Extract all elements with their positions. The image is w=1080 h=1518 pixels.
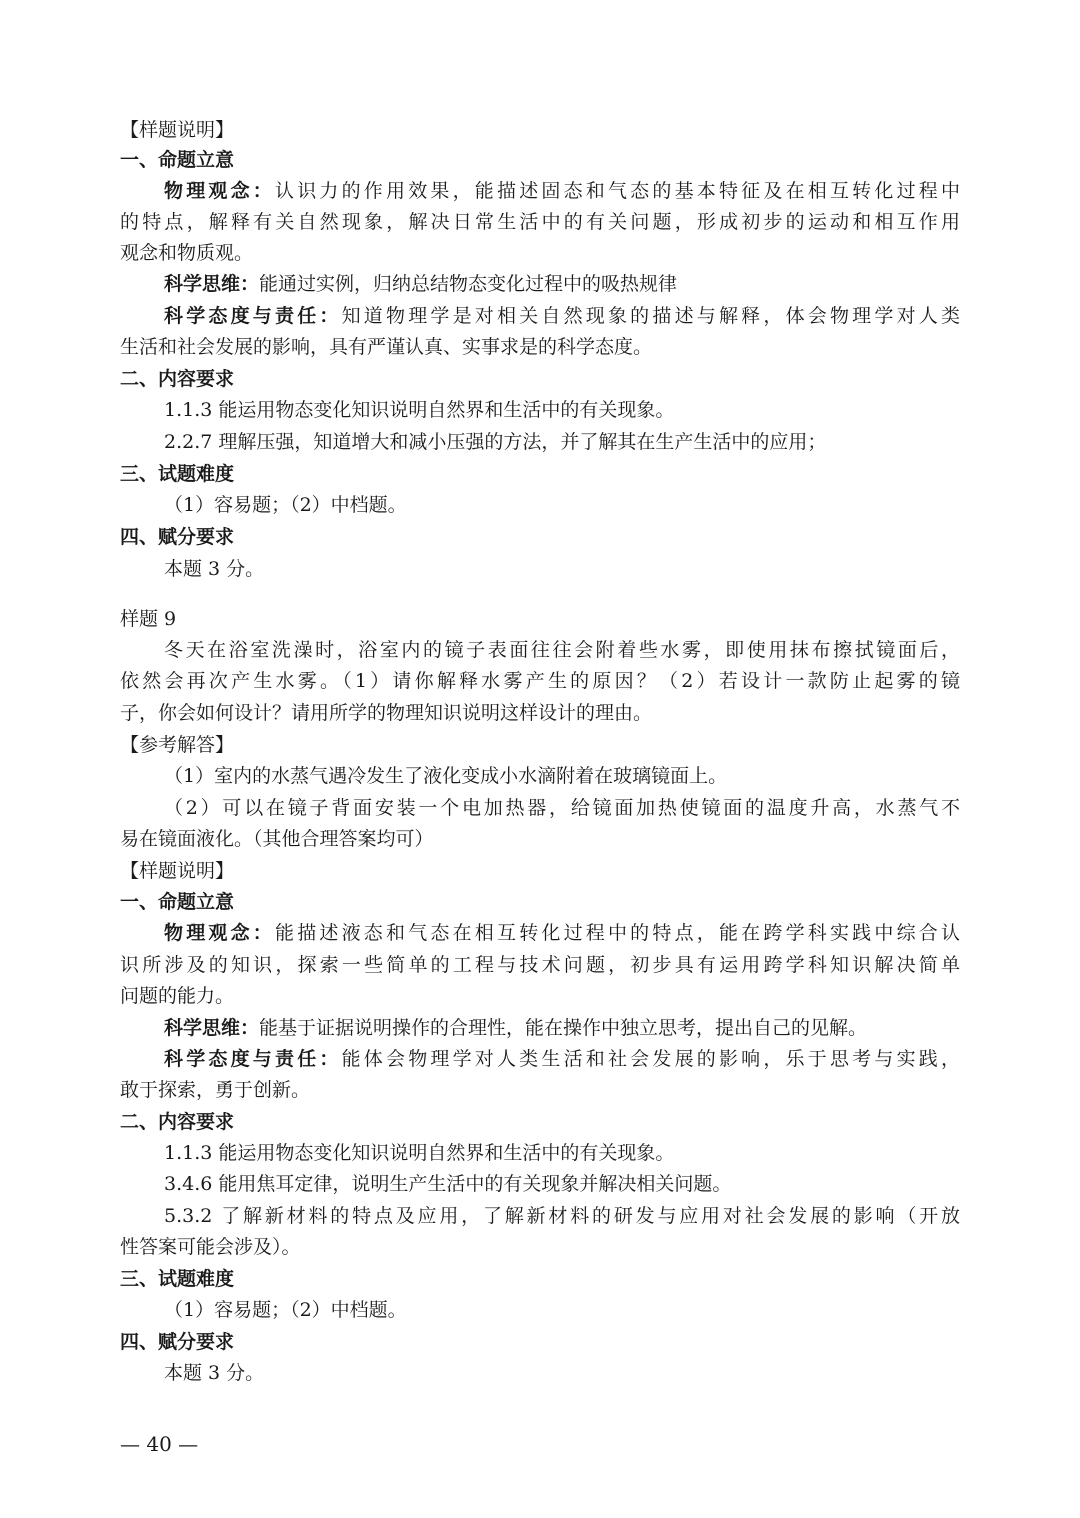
heading-intent: 一、命题立意 <box>120 891 235 913</box>
paragraph-line: 问题的能力。 <box>120 985 235 1007</box>
requirement-item: 1.1.3 能运用物态变化知识说明自然界和生活中的有关现象。 <box>164 399 675 421</box>
physics-concept-paragraph <box>164 921 960 945</box>
answer-item: （1）室内的水蒸气遇冷发生了液化变成小水滴附着在玻璃镜面上。 <box>164 765 728 787</box>
answer-item: （2）可以在镜子背面安装一个电加热器，给镜面加热使镜面的温度升高，水蒸气不 <box>164 797 960 819</box>
paragraph-line: 生活和社会发展的影响，具有严谨认真、实事求是的科学态度。 <box>120 336 653 358</box>
paragraph-text: 能基于证据说明操作的合理性，能在操作中独立思考，提出自己的见解。 <box>259 1017 868 1039</box>
paragraph-text: 能描述液态和气态在相互转化过程中的特点，能在跨学科实践中综合认 <box>275 922 960 944</box>
question-text-line: 依然会再次产生水雾。（1）请你解释水雾产生的原因？（2）若设计一款防止起雾的镜 <box>120 670 960 692</box>
requirement-item: 5.3.2 了解新材料的特点及应用，了解新材料的研发与应用对社会发展的影响（开放 <box>164 1205 960 1227</box>
scientific-thinking-label: 科学思维： <box>164 273 260 295</box>
requirement-item: 2.2.7 理解压强，知道增大和减小压强的方法，并了解其在生产生活中的应用； <box>164 431 827 453</box>
section-title: 【样题说明】 <box>120 860 235 882</box>
paragraph-text: 知道物理学是对相关自然现象的描述与解释，体会物理学对人类 <box>341 305 960 327</box>
attitude-paragraph <box>164 1047 960 1071</box>
paragraph-text: 能体会物理学对人类生活和社会发展的影响，乐于思考与实践， <box>341 1048 960 1070</box>
paragraph-line: 识所涉及的知识，探索一些简单的工程与技术问题，初步具有运用跨学科知识解决简单 <box>120 954 960 976</box>
difficulty-text: （1）容易题；（2）中档题。 <box>164 1299 407 1321</box>
requirement-item: 1.1.3 能运用物态变化知识说明自然界和生活中的有关现象。 <box>164 1142 675 1164</box>
heading-difficulty: 三、试题难度 <box>120 1268 235 1290</box>
heading-scoring: 四、赋分要求 <box>120 1331 235 1353</box>
heading-requirements: 二、内容要求 <box>120 1111 235 1133</box>
answer-title: 【参考解答】 <box>120 734 235 756</box>
requirement-item: 3.4.6 能用焦耳定律，说明生产生活中的有关现象并解决相关问题。 <box>164 1173 732 1195</box>
paragraph-text: 认识力的作用效果，能描述固态和气态的基本特征及在相互转化过程中 <box>275 180 960 202</box>
scientific-thinking-label: 科学思维： <box>164 1017 260 1039</box>
requirement-item-continued: 性答案可能会涉及）。 <box>120 1236 301 1258</box>
paragraph-line: 观念和物质观。 <box>120 242 254 264</box>
paragraph-line: 敢于探索，勇于创新。 <box>120 1079 311 1101</box>
physics-concept-paragraph <box>164 179 960 203</box>
score-text: 本题 3 分。 <box>164 558 265 580</box>
difficulty-text: （1）容易题；（2）中档题。 <box>164 494 407 516</box>
question-title: 样题 9 <box>120 608 177 630</box>
paragraph-line: 的特点，解释有关自然现象，解决日常生活中的有关问题，形成初步的运动和相互作用 <box>120 211 960 233</box>
heading-requirements: 二、内容要求 <box>120 368 235 390</box>
question-text-line: 子，你会如何设计？请用所学的物理知识说明这样设计的理由。 <box>120 702 653 724</box>
heading-scoring: 四、赋分要求 <box>120 526 235 548</box>
section-title: 【样题说明】 <box>120 119 235 141</box>
attitude-label: 科学态度与责任： <box>164 305 342 327</box>
heading-difficulty: 三、试题难度 <box>120 463 235 485</box>
paragraph-text: 能通过实例，归纳总结物态变化过程中的吸热规律 <box>259 273 678 295</box>
page-number: — 40 — <box>120 1432 199 1456</box>
physics-concept-label: 物理观念： <box>164 180 275 202</box>
scientific-thinking-paragraph <box>164 1016 1004 1040</box>
score-text: 本题 3 分。 <box>164 1362 265 1384</box>
answer-item-continued: 易在镜面液化。（其他合理答案均可） <box>120 828 434 850</box>
heading-intent: 一、命题立意 <box>120 149 235 171</box>
scientific-thinking-paragraph <box>164 272 1004 296</box>
question-text-line: 冬天在浴室洗澡时，浴室内的镜子表面往往会附着些水雾，即使用抹布擦拭镜面后， <box>164 639 960 661</box>
attitude-paragraph <box>164 304 960 328</box>
attitude-label: 科学态度与责任： <box>164 1048 342 1070</box>
physics-concept-label: 物理观念： <box>164 922 275 944</box>
